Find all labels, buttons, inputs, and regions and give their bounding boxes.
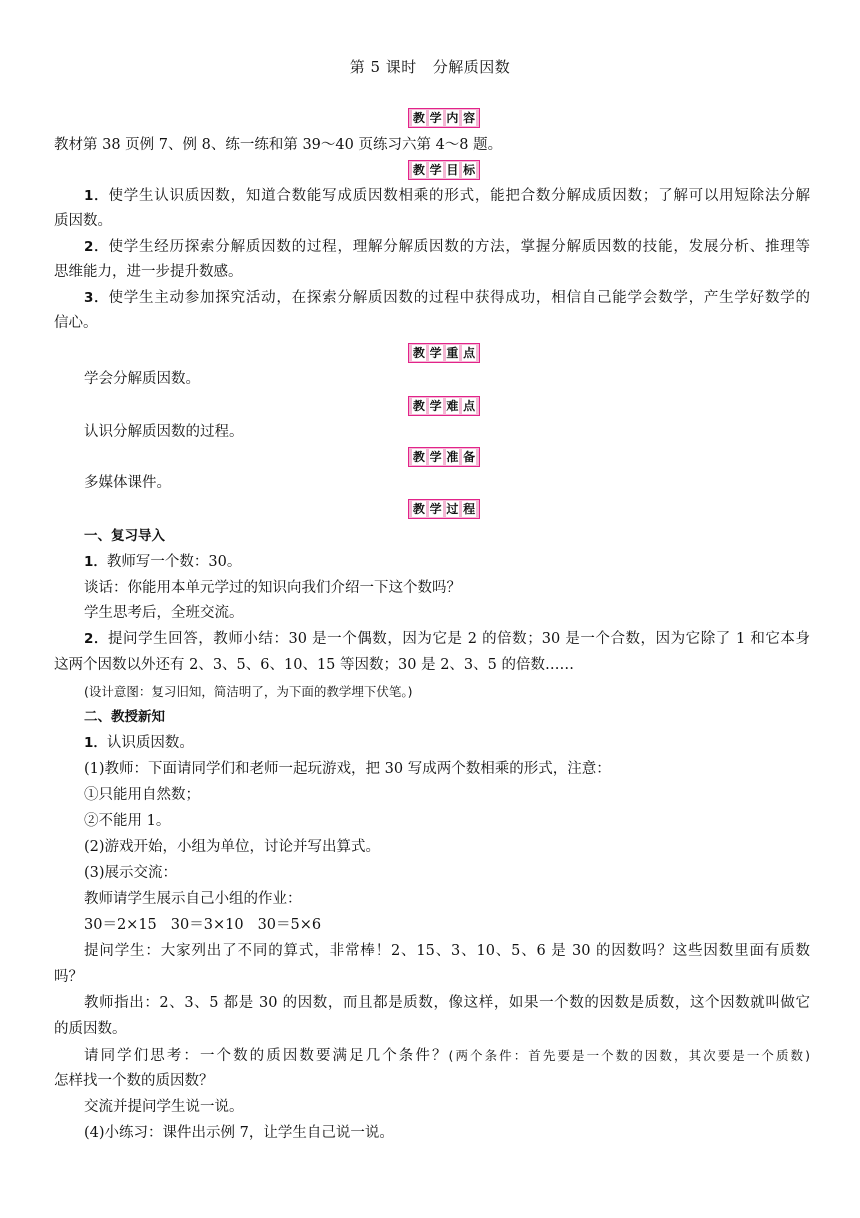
heading-new-knowledge: 二、教授新知 <box>84 709 165 725</box>
badge-char: 教 <box>412 111 425 125</box>
goal-1-line-2: 质因数。 <box>54 213 112 229</box>
badge-char: 教 <box>412 346 425 360</box>
game-start: (2)游戏开始，小组为单位，讨论并写出算式。 <box>84 839 381 855</box>
equation-2: 30＝3×10 <box>170 917 244 933</box>
think-line-2: 怎样找一个数的质因数？ <box>54 1073 214 1089</box>
goal-1-number: 1． <box>84 188 109 204</box>
goal-3-line-1 <box>84 289 810 308</box>
section-badge-content <box>408 108 480 128</box>
badge-char: 学 <box>429 111 442 125</box>
question-line-2: 吗？ <box>54 969 83 985</box>
mini-practice: (4)小练习：课件出示例 7，让学生自己说一说。 <box>84 1125 394 1141</box>
prep-text: 多媒体课件。 <box>84 475 171 491</box>
rule-1: ①只能用自然数； <box>84 787 200 803</box>
think-note: (两个条件：首先要是一个数的因数，其次要是一个质数) <box>448 1048 810 1063</box>
badge-char: 标 <box>463 163 476 177</box>
badge-char: 程 <box>463 502 476 516</box>
review-discussion: 学生思考后，全班交流。 <box>84 605 244 621</box>
equation-1: 30＝2×15 <box>84 917 157 933</box>
key-text: 学会分解质因数。 <box>84 371 200 387</box>
heading-review: 一、复习导入 <box>84 528 165 544</box>
badge-char: 学 <box>429 399 442 413</box>
badge-char: 容 <box>463 111 476 125</box>
section-badge-process <box>408 499 480 519</box>
badge-char: 教 <box>412 450 425 464</box>
badge-char: 教 <box>412 399 425 413</box>
section-badge-key <box>408 343 480 363</box>
content-text: 教材第 38 页例 7、例 8、练一练和第 39～40 页练习六第 4～8 题。 <box>54 137 503 153</box>
badge-char: 重 <box>446 346 459 360</box>
teacher-points-line-1: 教师指出：2、3、5 都是 30 的因数，而且都是质数，像这样，如果一个数的因数是质数，这个因数就叫做它 <box>84 995 810 1011</box>
goal-3-text: 使学生主动参加探究活动，在探索分解质因数的过程中获得成功，相信自己能学会数学，产生学好数学的 <box>108 290 810 306</box>
badge-char: 点 <box>463 399 476 413</box>
badge-char: 学 <box>429 346 442 360</box>
badge-char: 过 <box>446 502 459 516</box>
badge-char: 学 <box>429 163 442 177</box>
goal-3-line-2: 信心。 <box>54 315 98 331</box>
step-number: 1． <box>84 554 107 570</box>
exchange-line: 交流并提问学生说一说。 <box>84 1099 244 1115</box>
review-step-2-line-1: 2．提问学生回答，教师小结：30 是一个偶数，因为它是 2 的倍数；30 是一个合数，因为它除了 1 和它本身 <box>84 631 810 647</box>
step-number: 2． <box>84 631 108 647</box>
equations <box>84 916 810 935</box>
goal-2-text: 使学生经历探索分解质因数的过程，理解分解质因数的方法，掌握分解质因数的技能，发展分析、推理等 <box>108 239 810 255</box>
section-badge-goals <box>408 160 480 180</box>
goal-3-number: 3． <box>84 290 109 306</box>
badge-char: 内 <box>446 111 459 125</box>
review-dialogue: 谈话：你能用本单元学过的知识向我们介绍一下这个数吗？ <box>84 580 461 596</box>
show-exchange: (3)展示交流： <box>84 865 178 881</box>
goal-1-line-1 <box>84 187 810 206</box>
step-number: 1． <box>84 735 107 751</box>
badge-char: 教 <box>412 502 425 516</box>
lesson-number: 第 5 课时 <box>349 58 417 76</box>
difficulty-text: 认识分解质因数的过程。 <box>84 424 244 440</box>
goal-1-text: 使学生认识质因数，知道合数能写成质因数相乘的形式，能把合数分解成质因数；了解可以用短除法分解 <box>108 188 810 204</box>
section-badge-prep <box>408 447 480 467</box>
design-note: (设计意图：复习旧知，简洁明了，为下面的教学埋下伏笔。) <box>84 684 413 699</box>
badge-char: 学 <box>429 450 442 464</box>
badge-char: 学 <box>429 502 442 516</box>
goal-2-line-2: 思维能力，进一步提升数感。 <box>54 264 243 280</box>
page-title <box>0 56 860 77</box>
game-instruction: (1)教师：下面请同学们和老师一起玩游戏，把 30 写成两个数相乘的形式，注意： <box>84 761 611 777</box>
rule-2: ②不能用 1。 <box>84 813 171 829</box>
teacher-points-line-2: 的质因数。 <box>54 1021 127 1037</box>
lesson-topic: 分解质因数 <box>432 58 511 76</box>
badge-char: 教 <box>412 163 425 177</box>
review-step-2-line-2: 这两个因数以外还有 2、3、5、6、10、15 等因数；30 是 2、3、5 的倍数…… <box>54 657 574 673</box>
goal-2-number: 2． <box>84 239 109 255</box>
badge-char: 备 <box>463 450 476 464</box>
new-step-1: 1．认识质因数。 <box>84 735 194 751</box>
badge-char: 目 <box>446 163 459 177</box>
section-badge-difficulty <box>408 396 480 416</box>
equation-3: 30＝5×6 <box>257 917 322 933</box>
think-line-1: 请同学们思考：一个数的质因数要满足几个条件？(两个条件：首先要是一个数的因数，其次要是一个质数) <box>84 1048 810 1064</box>
badge-char: 点 <box>463 346 476 360</box>
goal-2-line-1 <box>84 238 810 257</box>
review-step-1: 1．教师写一个数：30。 <box>84 554 242 570</box>
badge-char: 难 <box>446 399 459 413</box>
show-work: 教师请学生展示自己小组的作业： <box>84 891 302 907</box>
question-line-1: 提问学生：大家列出了不同的算式，非常棒！2、15、3、10、5、6 是 30 的因数吗？这些因数里面有质数 <box>84 943 810 959</box>
badge-char: 准 <box>446 450 459 464</box>
